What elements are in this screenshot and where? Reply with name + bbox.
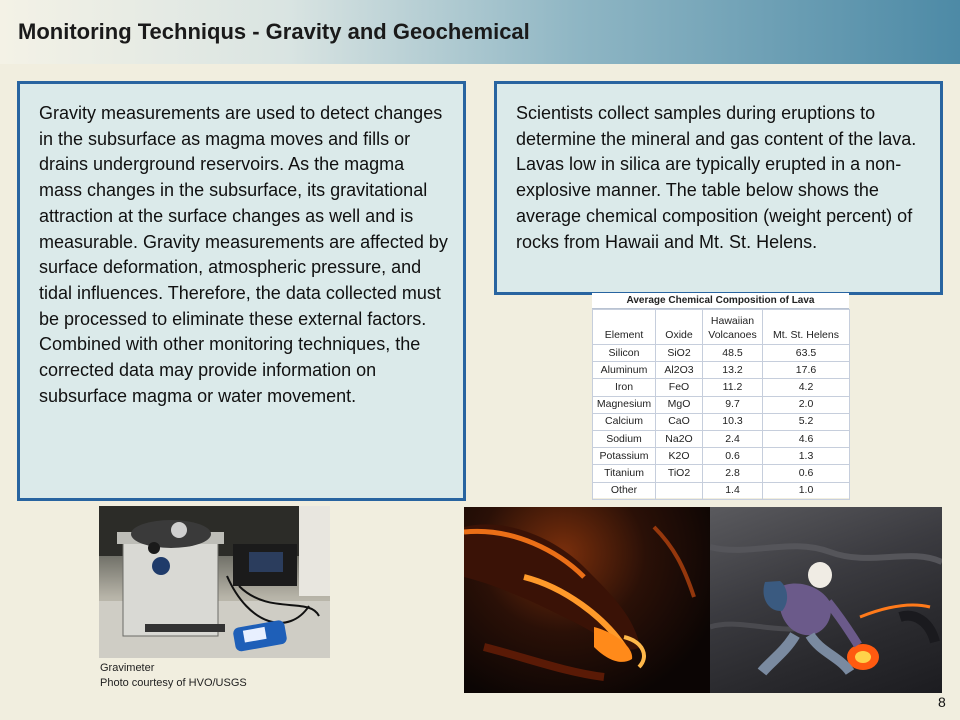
header-helens: Mt. St. Helens: [763, 310, 850, 345]
table-row: [593, 345, 850, 362]
cell-hawaiian: 1.4: [703, 482, 763, 499]
cell-element: Magnesium: [593, 396, 656, 413]
header-hawaiian-line2: Volcanoes: [708, 329, 757, 341]
gravity-paragraph: Gravity measurements are used to detect changes in the subsurface as magma moves and fills or drains underground reservoirs. As the magma mass changes in the subsurface, its gravitational attraction at the surface changes as well and is measurable. Gravity measurements are affected by surface deformation, atmospheric pressure, and tidal influences. Therefore, the data collected must be processed to eliminate these external factors. Combined with other monitoring techniques, the corrected data may provide information on subsurface magma or water movement.: [39, 103, 448, 406]
table-row: [593, 482, 850, 499]
header-hawaiian: [703, 310, 763, 345]
cell-hawaiian: 10.3: [703, 413, 763, 430]
photo-caption: [100, 661, 247, 691]
cell-helens: 17.6: [763, 362, 850, 379]
caption-credit: Photo courtesy of HVO/USGS: [100, 677, 247, 689]
cell-oxide: FeO: [656, 379, 703, 396]
cell-helens: 1.3: [763, 448, 850, 465]
cell-element: Aluminum: [593, 362, 656, 379]
cell-element: Potassium: [593, 448, 656, 465]
cell-hawaiian: 48.5: [703, 345, 763, 362]
cell-helens: 63.5: [763, 345, 850, 362]
table-row: [593, 396, 850, 413]
table-title: Average Chemical Composition of Lava: [592, 293, 849, 309]
cell-hawaiian: 13.2: [703, 362, 763, 379]
table-row: [593, 465, 850, 482]
cell-hawaiian: 2.4: [703, 430, 763, 447]
scientist-sampling-illustration: [710, 507, 942, 693]
table-row: [593, 430, 850, 447]
header-hawaiian-line1: Hawaiian: [710, 315, 755, 327]
cell-element: Sodium: [593, 430, 656, 447]
title-bar: [0, 0, 960, 64]
lava-composition-table: [592, 293, 849, 498]
cell-oxide: K2O: [656, 448, 703, 465]
cell-helens: 4.2: [763, 379, 850, 396]
header-element: Element: [593, 310, 656, 345]
cell-hawaiian: 2.8: [703, 465, 763, 482]
lava-flow-illustration: [464, 507, 710, 693]
geochemical-paragraph: Scientists collect samples during eruptions to determine the mineral and gas content of the lava. Lavas low in silica are typically erupted in a non-explosive manner. The table below shows the average chemical composition (weight percent) of rocks from Hawaii and Mt. St. Helens.: [516, 103, 917, 252]
scientist-sampling-photo: [710, 507, 942, 693]
cell-element: Titanium: [593, 465, 656, 482]
cell-element: Other: [593, 482, 656, 499]
cell-oxide: TiO2: [656, 465, 703, 482]
table-row: [593, 448, 850, 465]
cell-oxide: Al2O3: [656, 362, 703, 379]
cell-oxide: CaO: [656, 413, 703, 430]
caption-title: Gravimeter: [100, 662, 155, 674]
header-oxide: Oxide: [656, 310, 703, 345]
cell-element: Iron: [593, 379, 656, 396]
cell-hawaiian: 9.7: [703, 396, 763, 413]
geochemical-text-box: [494, 81, 943, 295]
table-row: [593, 362, 850, 379]
cell-helens: 2.0: [763, 396, 850, 413]
cell-oxide: SiO2: [656, 345, 703, 362]
cell-helens: 5.2: [763, 413, 850, 430]
table-row: [593, 379, 850, 396]
gravity-text-box: [17, 81, 466, 501]
cell-element: Calcium: [593, 413, 656, 430]
cell-helens: 4.6: [763, 430, 850, 447]
table-header-row: [593, 310, 850, 345]
cell-element: Silicon: [593, 345, 656, 362]
page-number: 8: [938, 694, 946, 710]
table-row: [593, 413, 850, 430]
cell-helens: 1.0: [763, 482, 850, 499]
cell-oxide: Na2O: [656, 430, 703, 447]
lava-flow-photo: [464, 507, 710, 693]
cell-oxide: [656, 482, 703, 499]
gravimeter-photo: [99, 506, 330, 658]
gravimeter-illustration: [99, 506, 330, 658]
cell-hawaiian: 0.6: [703, 448, 763, 465]
cell-hawaiian: 11.2: [703, 379, 763, 396]
cell-helens: 0.6: [763, 465, 850, 482]
slide-title: Monitoring Techniqus - Gravity and Geochemical: [18, 19, 530, 44]
cell-oxide: MgO: [656, 396, 703, 413]
composition-table: [592, 309, 850, 500]
